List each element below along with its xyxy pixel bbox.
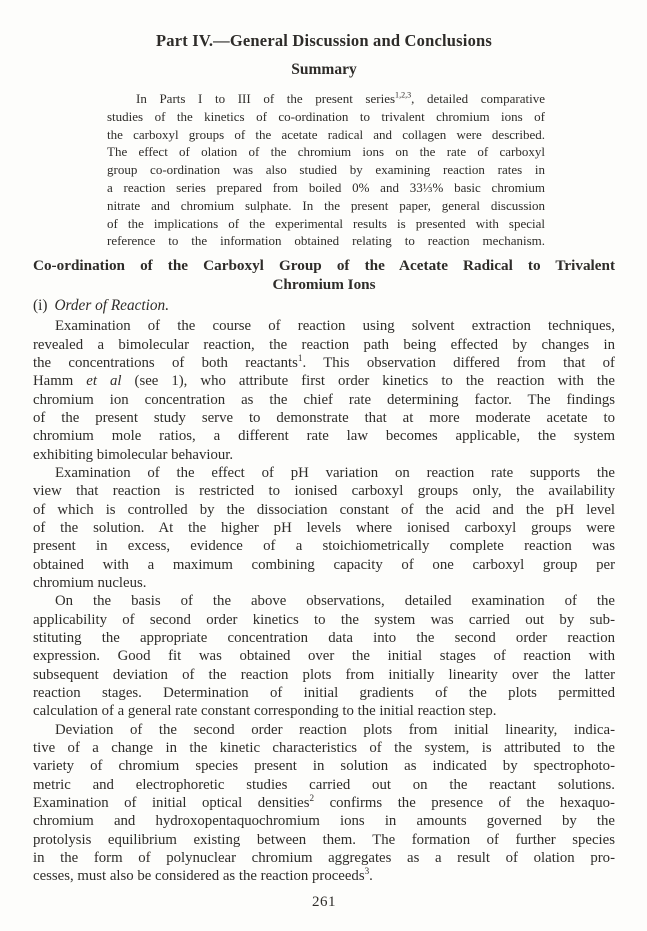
- text-segment: in the form of polynuclear chromium aggregates as a result of olation pro-: [33, 850, 615, 867]
- text-segment: confirms the presence of the hexaquo-: [314, 795, 615, 812]
- text-line: [107, 90, 545, 108]
- text-line: [33, 372, 615, 390]
- text-line: [33, 794, 615, 812]
- text-line: [33, 684, 615, 702]
- subsection-heading: [33, 296, 615, 315]
- text-segment: chromium mole ratios, a different rate law becomes applicable, the system: [33, 428, 615, 445]
- text-line: [33, 849, 615, 867]
- text-segment: nitrate and chromium sulphate. In the present paper, general discussion: [107, 197, 545, 213]
- text-segment: view that reaction is restricted to ionised carboxyl groups only, the availability: [33, 483, 615, 500]
- text-line: [107, 232, 545, 250]
- text-segment: stituting the appropriate concentration data into the second order reaction: [33, 630, 615, 647]
- text-segment: Examination of initial optical densities: [33, 795, 310, 812]
- text-segment: present in excess, evidence of a stoichiometrically complete reaction was: [33, 538, 615, 555]
- text-line: [33, 482, 615, 500]
- text-line: [33, 812, 615, 830]
- text-line: [33, 739, 615, 757]
- text-line: [33, 611, 615, 629]
- text-segment: of the implications of the experimental results is presented with special: [107, 215, 545, 231]
- subsection-index: (i): [33, 297, 48, 315]
- text-segment: the carboxyl groups of the acetate radical and collagen were described.: [107, 126, 545, 142]
- superscript-reference: 1: [297, 352, 303, 363]
- text-segment: exhibiting bimolecular behaviour.: [33, 446, 234, 463]
- text-line: [33, 757, 615, 775]
- text-line: [33, 867, 615, 885]
- text-segment: group co-ordination was also studied by examining reaction rates in: [107, 162, 545, 178]
- body-paragraph: [33, 317, 615, 464]
- text-segment: (see 1), who attribute first order kinetics to the reaction with the: [121, 373, 615, 390]
- text-segment: metric and electrophoretic studies carried out on the reactant solutions.: [33, 776, 615, 793]
- superscript-reference: 1,2,3: [395, 90, 412, 100]
- text-segment: chromium ion concentration as the chief rate determining factor. The findings: [33, 391, 615, 408]
- summary-block: [107, 90, 545, 250]
- section-heading-line2: Chromium Ions: [272, 276, 376, 294]
- body-paragraph: [33, 592, 615, 720]
- text-line: [33, 647, 615, 665]
- text-line: [33, 556, 615, 574]
- text-segment: reference to the information obtained relating to reaction mechanism.: [107, 233, 545, 249]
- text-segment: cesses, must also be considered as the reaction proceeds: [33, 868, 365, 885]
- text-segment: In Parts I to III of the present series: [136, 91, 396, 106]
- text-segment: a reaction series prepared from boiled 0% and 33⅓% basic chromium: [107, 179, 545, 195]
- text-line: [107, 197, 545, 215]
- text-segment: expression. Good fit was obtained over the initial stages of reaction with: [33, 648, 615, 665]
- text-segment: On the basis of the above observations, detailed examination of the: [55, 593, 615, 610]
- text-segment: of which is controlled by the dissociation constant of the acid and the pH level: [33, 501, 615, 518]
- text-segment: .: [369, 868, 373, 885]
- text-line: [33, 501, 615, 519]
- text-line: [33, 629, 615, 647]
- text-line: [33, 464, 615, 482]
- text-line: [33, 666, 615, 684]
- text-line: [33, 574, 615, 592]
- text-segment: subsequent deviation of the reaction plots from initially linearity over the latter: [33, 666, 615, 683]
- text-segment: variety of chromium species present in solution as indicated by spectrophoto-: [33, 758, 615, 775]
- text-segment: chromium and hydroxopentaquochromium ions in amounts governed by the: [33, 813, 615, 830]
- text-line: [107, 179, 545, 197]
- subsection-title: Order of Reaction.: [54, 297, 170, 315]
- text-segment: applicability of second order kinetics to the system was carried out by sub-: [33, 611, 615, 628]
- text-line: [33, 427, 615, 445]
- text-line: [107, 143, 545, 161]
- summary-heading: Summary: [291, 61, 357, 78]
- superscript-reference: 3: [364, 866, 370, 877]
- text-segment: Examination of the course of reaction using solvent extraction techniques,: [55, 318, 615, 335]
- text-segment: Examination of the effect of pH variation on reaction rate supports the: [55, 464, 615, 481]
- text-segment: tive of a change in the kinetic characteristics of the system, is attributed to the: [33, 740, 615, 757]
- superscript-reference: 2: [309, 793, 315, 804]
- text-line: [33, 317, 615, 335]
- text-line: [33, 702, 615, 720]
- text-line: [33, 776, 615, 794]
- page-number: 261: [312, 893, 336, 910]
- text-segment: reaction stages. Determination of initial gradients of the plots permitted: [33, 685, 615, 702]
- italic-text: et al: [86, 373, 122, 390]
- text-segment: calculation of a general rate constant corresponding to the initial reaction step.: [33, 703, 497, 720]
- text-segment: obtained with a maximum combining capacity of one carboxyl group per: [33, 556, 615, 573]
- text-line: [33, 446, 615, 464]
- text-line: [33, 721, 615, 739]
- body-text: [33, 317, 615, 886]
- text-line: [33, 391, 615, 409]
- text-segment: the concentrations of both reactants: [33, 354, 298, 371]
- text-line: [33, 354, 615, 372]
- page-title: Part IV.—General Discussion and Conclusions: [155, 31, 493, 50]
- text-segment: The effect of olation of the chromium ions on the rate of carboxyl: [107, 144, 545, 160]
- text-segment: of the solution. At the higher pH levels where ionised carboxyl groups were: [33, 519, 615, 536]
- text-segment: chromium nucleus.: [33, 574, 147, 591]
- text-segment: of the present study serve to demonstrate that at more moderate acetate to: [33, 409, 615, 426]
- text-segment: protolysis equilibrium existing between them. The formation of further species: [33, 831, 615, 848]
- text-line: [33, 409, 615, 427]
- text-line: [107, 215, 545, 233]
- text-line: [33, 336, 615, 354]
- body-paragraph: [33, 721, 615, 886]
- text-line: [33, 592, 615, 610]
- text-line: [107, 126, 545, 144]
- text-line: [33, 519, 615, 537]
- text-line: [33, 537, 615, 555]
- section-heading-line1: Co-ordination of the Carboxyl Group of the Acetate Radical to Trivalent: [33, 257, 615, 275]
- text-segment: Deviation of the second order reaction plots from initial linearity, indica-: [55, 721, 615, 738]
- text-segment: , detailed comparative: [411, 91, 546, 106]
- text-segment: Hamm: [33, 373, 87, 390]
- text-segment: . This observation differed from that of: [302, 354, 615, 371]
- text-line: [107, 161, 545, 179]
- text-line: [33, 831, 615, 849]
- text-line: [107, 108, 545, 126]
- text-segment: studies of the kinetics of co-ordination to trivalent chromium ions of: [107, 108, 545, 124]
- section-heading: [33, 256, 615, 294]
- text-segment: revealed a bimolecular reaction, the reaction path being effected by changes in: [33, 336, 615, 353]
- body-paragraph: [33, 464, 615, 592]
